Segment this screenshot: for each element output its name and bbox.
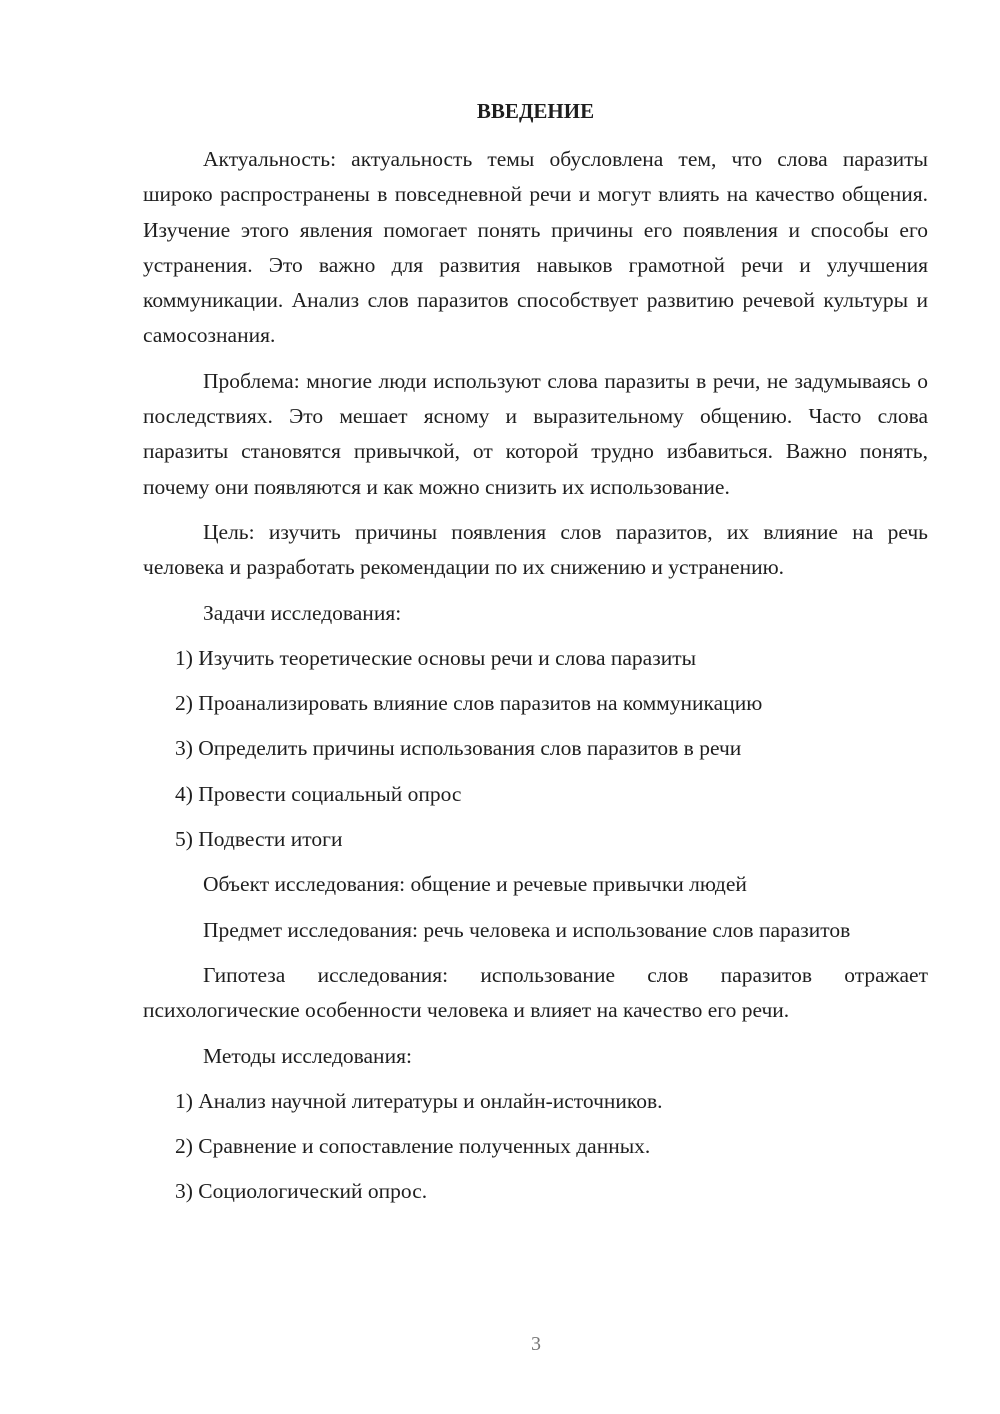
goal-paragraph: Цель: изучить причины появления слов паразитов, их влияние на речь человека и разработать рекомендации по их снижению и устранению. <box>143 519 928 580</box>
task-item: 2) Проанализировать влияние слов паразитов на коммуникацию <box>175 691 763 716</box>
tasks-heading: Задачи исследования: <box>203 600 402 625</box>
page-title: ВВЕДЕНИЕ <box>476 99 595 123</box>
method-item: 3) Социологический опрос. <box>175 1179 428 1204</box>
task-item: 3) Определить причины использования слов паразитов в речи <box>175 736 742 761</box>
task-item: 4) Провести социальный опрос <box>175 781 462 806</box>
task-item: 1) Изучить теоретические основы речи и слова паразиты <box>175 645 697 670</box>
method-item: 2) Сравнение и сопоставление полученных данных. <box>175 1134 651 1159</box>
problem-paragraph: Проблема: многие люди используют слова паразиты в речи, не задумываясь о последствиях. Это мешает ясному и выразительному общению. Часто слова паразиты становятся привычкой, от которой трудно избавиться. Важно понять, почему они появляются и как можно снизить их использование. <box>143 368 928 499</box>
hypothesis-paragraph: Гипотеза исследования: использование слов паразитов отражает психологические особенности человека и влияет на качество его речи. <box>143 962 928 1023</box>
document-page <box>143 94 928 1220</box>
method-item: 1) Анализ научной литературы и онлайн-источников. <box>175 1088 663 1113</box>
subject-paragraph: Предмет исследования: речь человека и использование слов паразитов <box>203 917 851 942</box>
relevance-paragraph: Актуальность: актуальность темы обусловлена тем, что слова паразиты широко распространены в повседневной речи и могут влиять на качество общения. Изучение этого явления помогает понять причины его появления и способы его устранения. Это важно для развития навыков грамотной речи и улучшения коммуникации. Анализ слов паразитов способствует развитию речевой культуры и самосознания. <box>143 147 928 348</box>
page-number: 3 <box>531 1333 541 1355</box>
object-paragraph: Объект исследования: общение и речевые привычки людей <box>203 872 747 897</box>
methods-heading: Методы исследования: <box>203 1043 412 1068</box>
task-item: 5) Подвести итоги <box>175 827 343 852</box>
